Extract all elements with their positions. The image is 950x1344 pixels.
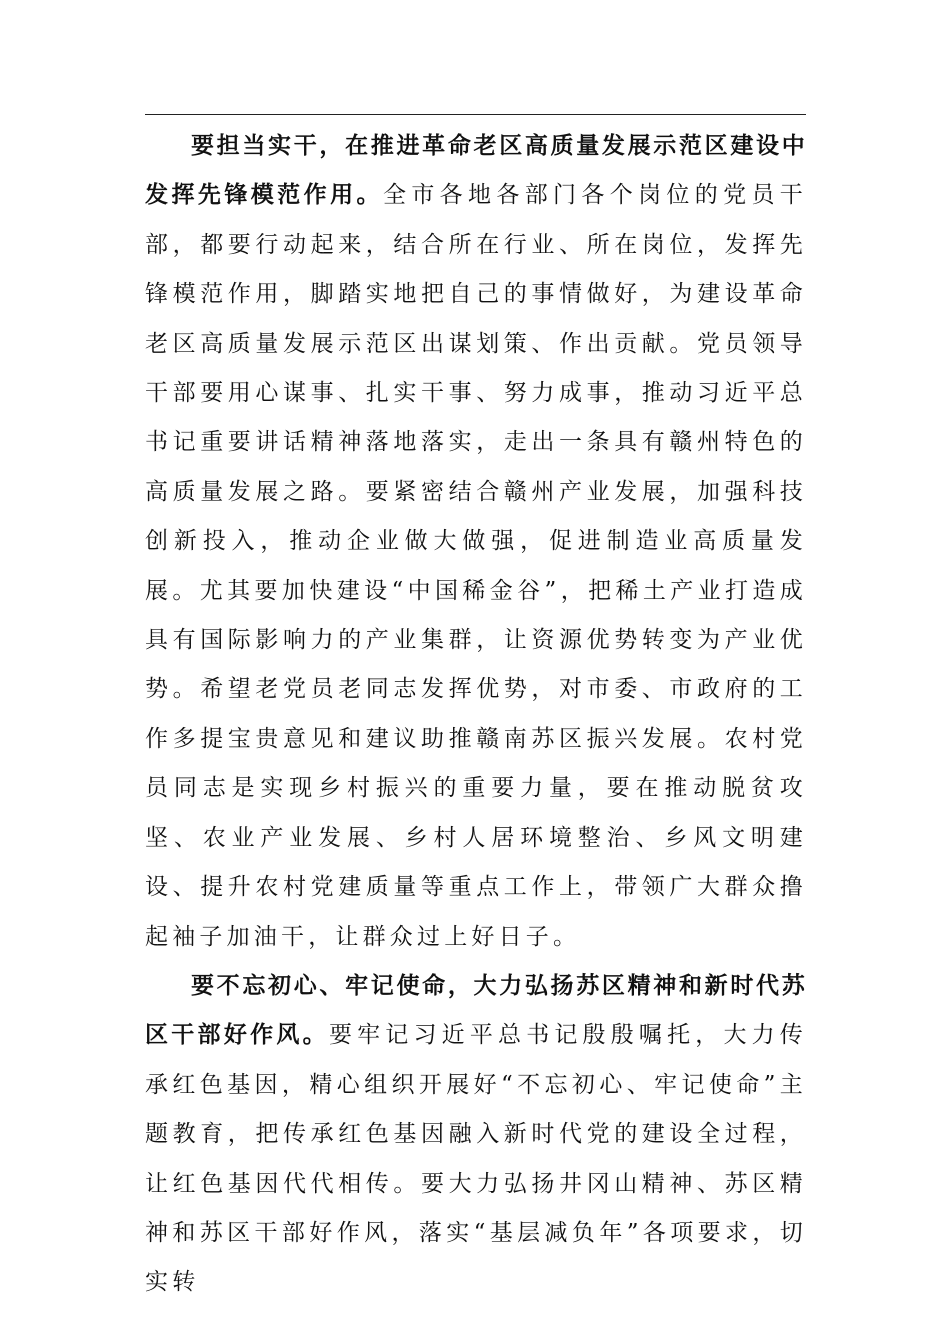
header-rule: [145, 114, 806, 115]
document-body: [145, 122, 807, 1308]
paragraph-1-lead: 要担当实干，在推进革命老区高质量发展示范区建设中发挥先锋模范作用。: [145, 133, 807, 209]
paragraph-2-body: 要牢记习近平总书记殷殷嘱托，大力传承红色基因，精心组织开展好“不忘初心、牢记使命”主题教育，把传承红色基因融入新时代党的建设全过程，让红色基因代代相传。要大力弘扬井冈山精神、苏区精神和苏区干部好作风，落实“基层减负年”各项要求，切实转: [145, 1022, 807, 1296]
paragraph-2: [145, 962, 807, 1308]
paragraph-1-body: 全市各地各部门各个岗位的党员干部，都要行动起来，结合所在行业、所在岗位，发挥先锋模范作用，脚踏实地把自己的事情做好，为建设革命老区高质量发展示范区出谋划策、作出贡献。党员领导干部要用心谋事、扎实干事、努力成事，推动习近平总书记重要讲话精神落地落实，走出一条具有赣州特色的高质量发展之路。要紧密结合赣州产业发展，加强科技创新投入，推动企业做大做强，促进制造业高质量发展。尤其要加快建设“中国稀金谷”，把稀土产业打造成具有国际影响力的产业集群，让资源优势转变为产业优势。希望老党员老同志发挥优势，对市委、市政府的工作多提宝贵意见和建议助推赣南苏区振兴发展。农村党员同志是实现乡村振兴的重要力量，要在推动脱贫攻坚、农业产业发展、乡村人居环境整治、乡风文明建设、提升农村党建质量等重点工作上，带领广大群众撸起袖子加油干，让群众过上好日子。: [145, 182, 808, 950]
paragraph-2-lead: 要不忘初心、牢记使命，大力弘扬苏区精神和新时代苏区干部好作风。: [145, 972, 807, 1049]
paragraph-1: [145, 122, 807, 962]
